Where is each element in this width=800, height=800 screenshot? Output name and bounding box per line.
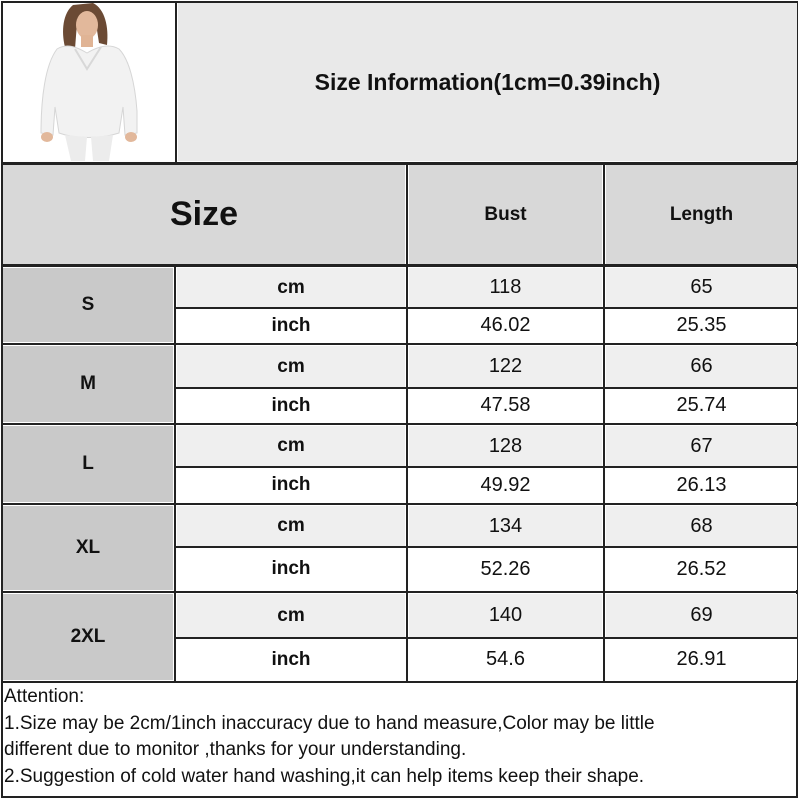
grid-line [1, 423, 798, 425]
grid-line [1, 343, 798, 345]
note-line: different due to monitor ,thanks for your understanding. [4, 739, 467, 760]
unit-inch: inch [177, 389, 405, 422]
bust-inch-value: 46.02 [409, 309, 602, 342]
size-cell-s: S [3, 268, 173, 342]
grid-line [1, 681, 798, 683]
unit-cm: cm [177, 426, 405, 466]
grid-line [176, 546, 798, 548]
bust-cm-value: 118 [409, 268, 602, 307]
attention-notes [4, 684, 794, 790]
unit-inch: inch [177, 468, 405, 502]
size-cell-m: M [3, 346, 173, 422]
length-inch-value: 26.13 [606, 468, 797, 502]
bust-cm-value: 134 [409, 506, 602, 546]
size-cell-l: L [3, 426, 173, 502]
bust-inch-value: 52.26 [409, 548, 602, 590]
grid-line [176, 637, 798, 639]
bust-cm-value: 128 [409, 426, 602, 466]
unit-inch: inch [177, 309, 405, 342]
length-inch-value: 25.74 [606, 389, 797, 422]
grid-line [1, 591, 798, 593]
grid-line [176, 387, 798, 389]
size-info-title: Size Information(1cm=0.39inch) [178, 3, 797, 161]
header-size-label: Size [169, 195, 239, 233]
length-inch-value: 26.52 [606, 548, 797, 590]
size-cell-2xl: 2XL [3, 594, 173, 680]
grid-line [176, 307, 798, 309]
product-photo [3, 3, 175, 161]
unit-inch: inch [177, 639, 405, 680]
header-bust: Bust [409, 165, 602, 264]
model-sweater-image [3, 3, 175, 161]
bust-inch-value: 47.58 [409, 389, 602, 422]
grid-line [1, 162, 798, 165]
header-size [3, 165, 405, 264]
bust-cm-value: 140 [409, 594, 602, 637]
grid-line [1, 264, 798, 267]
grid-line [175, 1, 177, 163]
length-cm-value: 66 [606, 346, 797, 387]
length-cm-value: 65 [606, 268, 797, 307]
unit-cm: cm [177, 594, 405, 637]
note-line: 2.Suggestion of cold water hand washing,it can help items keep their shape. [4, 765, 645, 787]
grid-line [176, 466, 798, 468]
unit-inch: inch [177, 548, 405, 590]
attention-heading: Attention: [4, 686, 85, 707]
unit-cm: cm [177, 346, 405, 387]
bust-inch-value: 54.6 [409, 639, 602, 680]
length-inch-value: 25.35 [606, 309, 797, 342]
unit-cm: cm [177, 506, 405, 546]
length-inch-value: 26.91 [606, 639, 797, 680]
grid-line [174, 265, 176, 682]
bust-inch-value: 49.92 [409, 468, 602, 502]
size-cell-xl: XL [3, 506, 173, 590]
length-cm-value: 68 [606, 506, 797, 546]
header-length: Length [606, 165, 797, 264]
note-line: 1.Size may be 2cm/1inch inaccuracy due to hand measure,Color may be little [4, 712, 655, 734]
length-cm-value: 67 [606, 426, 797, 466]
unit-cm: cm [177, 268, 405, 307]
length-cm-value: 69 [606, 594, 797, 637]
grid-line [1, 503, 798, 505]
bust-cm-value: 122 [409, 346, 602, 387]
